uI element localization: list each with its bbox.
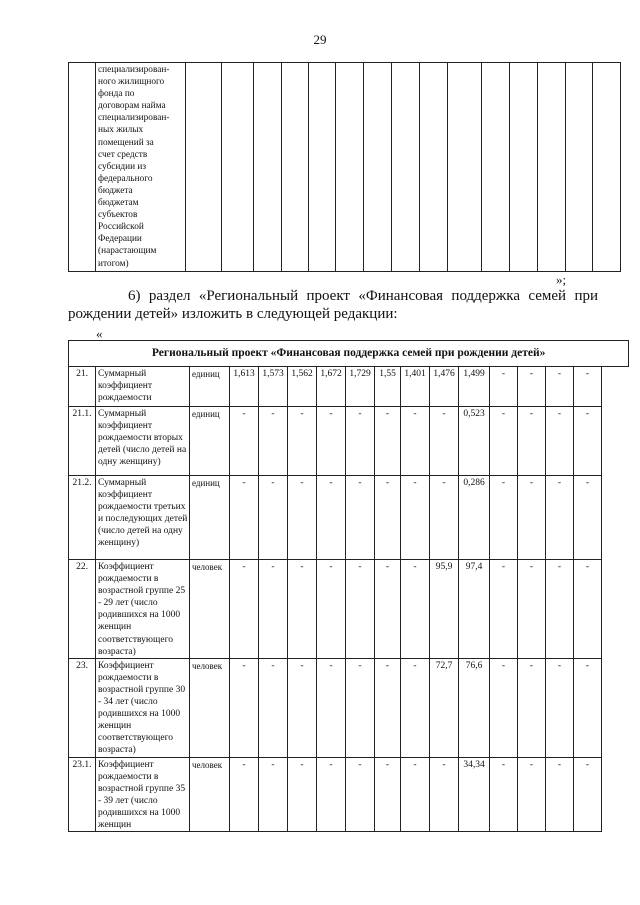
value-cell: - (317, 476, 346, 560)
value-cell: - (230, 476, 259, 560)
table-row (69, 560, 629, 659)
unit-cell: единиц (190, 367, 230, 407)
value-cell: - (546, 476, 574, 560)
value-cell: - (346, 407, 375, 476)
value-cell: - (401, 560, 430, 659)
table-header: Региональный проект «Финансовая поддержка семей при рождении детей» (69, 341, 629, 367)
row-number: 23. (69, 658, 96, 757)
value-cell: - (574, 560, 602, 659)
value-cell: - (490, 407, 518, 476)
table-row (69, 407, 629, 476)
value-cell: - (346, 757, 375, 832)
table-row (69, 476, 629, 560)
value-cell: - (518, 407, 546, 476)
table-row (69, 367, 629, 407)
continuation-num-cell (69, 63, 96, 272)
value-cell: - (430, 407, 459, 476)
unit-cell: человек (190, 560, 230, 659)
continuation-row (69, 63, 621, 272)
value-cell: - (259, 407, 288, 476)
value-cell: 1,613 (230, 367, 259, 407)
value-cell: - (490, 757, 518, 832)
indicator-name: Коэффициент рождаемости в возрастной группе 30 - 34 лет (число родившихся на 1000 женщин соответствующего возраста) (96, 658, 190, 757)
value-cell: - (574, 367, 602, 407)
regional-project-table (68, 340, 629, 832)
indicator-name: Суммарный коэффициент рождаемости третьих и последующих детей (число детей на одну женщину) (96, 476, 190, 560)
value-cell: - (346, 560, 375, 659)
value-cell: - (288, 560, 317, 659)
value-cell: 0,523 (459, 407, 490, 476)
table-row (69, 658, 629, 757)
value-cell: 1,729 (346, 367, 375, 407)
value-cell: - (546, 757, 574, 832)
value-cell: 76,6 (459, 658, 490, 757)
value-cell: - (518, 560, 546, 659)
value-cell: - (230, 658, 259, 757)
value-cell: - (317, 560, 346, 659)
value-cell: - (401, 757, 430, 832)
value-cell: 1,573 (259, 367, 288, 407)
open-quote: « (96, 326, 103, 341)
value-cell: - (574, 757, 602, 832)
value-cell: - (230, 407, 259, 476)
end-quote: »; (556, 272, 567, 287)
value-cell: 1,55 (375, 367, 401, 407)
unit-cell: человек (190, 757, 230, 832)
value-cell: - (574, 407, 602, 476)
value-cell: - (375, 658, 401, 757)
indicator-name: Суммарный коэффициент рождаемости вторых детей (число детей на одну женщину) (96, 407, 190, 476)
value-cell: - (288, 757, 317, 832)
row-number: 21. (69, 367, 96, 407)
value-cell: 72,7 (430, 658, 459, 757)
value-cell: - (518, 476, 546, 560)
row-number: 22. (69, 560, 96, 659)
value-cell: - (546, 658, 574, 757)
value-cell: - (430, 757, 459, 832)
indicator-name: Коэффициент рождаемости в возрастной группе 35 - 39 лет (число родившихся на 1000 женщин (96, 757, 190, 832)
value-cell: - (546, 560, 574, 659)
value-cell: - (230, 757, 259, 832)
value-cell: - (518, 658, 546, 757)
row-number: 23.1. (69, 757, 96, 832)
value-cell: - (401, 476, 430, 560)
value-cell: 1,476 (430, 367, 459, 407)
value-cell: - (546, 407, 574, 476)
value-cell: - (259, 476, 288, 560)
value-cell: - (317, 658, 346, 757)
value-cell: - (574, 476, 602, 560)
value-cell: - (375, 560, 401, 659)
continuation-table (68, 62, 621, 272)
value-cell: - (375, 407, 401, 476)
value-cell: - (401, 658, 430, 757)
continuation-text-cell: специализирован- ного жилищного фонда по договорам найма специализирован- ных жилых помещений за счет средств субсидии из федерального бюджета бюджетам субъектов Российской Федерации (нарастающим итогом) (96, 63, 186, 272)
value-cell: - (317, 407, 346, 476)
unit-cell: единиц (190, 476, 230, 560)
value-cell: - (401, 407, 430, 476)
value-cell: - (430, 476, 459, 560)
value-cell: 1,562 (288, 367, 317, 407)
value-cell: - (490, 367, 518, 407)
unit-cell: человек (190, 658, 230, 757)
value-cell: - (259, 757, 288, 832)
value-cell: - (346, 476, 375, 560)
value-cell: - (288, 658, 317, 757)
value-cell: - (490, 476, 518, 560)
value-cell: 1,499 (459, 367, 490, 407)
value-cell: - (317, 757, 346, 832)
value-cell: - (288, 407, 317, 476)
table-row (69, 757, 629, 832)
unit-cell: единиц (190, 407, 230, 476)
value-cell: 0,286 (459, 476, 490, 560)
value-cell: 97,4 (459, 560, 490, 659)
value-cell: - (230, 560, 259, 659)
value-cell: 95,9 (430, 560, 459, 659)
value-cell: - (259, 658, 288, 757)
value-cell: - (518, 367, 546, 407)
section-paragraph: 6) раздел «Региональный проект «Финансовая поддержка семей при рождении детей» изложить в следующей редакции: (68, 288, 598, 322)
value-cell: - (574, 658, 602, 757)
value-cell: - (490, 658, 518, 757)
value-cell: - (546, 367, 574, 407)
value-cell: - (346, 658, 375, 757)
value-cell: - (288, 476, 317, 560)
indicator-name: Коэффициент рождаемости в возрастной группе 25 - 29 лет (число родившихся на 1000 женщин соответствующего возраста) (96, 560, 190, 659)
row-number: 21.2. (69, 476, 96, 560)
value-cell: 1,672 (317, 367, 346, 407)
value-cell: - (259, 560, 288, 659)
value-cell: - (375, 476, 401, 560)
value-cell: - (375, 757, 401, 832)
value-cell: 1,401 (401, 367, 430, 407)
value-cell: - (490, 560, 518, 659)
indicator-name: Суммарный коэффициент рождаемости (96, 367, 190, 407)
value-cell: - (518, 757, 546, 832)
page-number: 29 (313, 32, 327, 47)
row-number: 21.1. (69, 407, 96, 476)
value-cell: 34,34 (459, 757, 490, 832)
